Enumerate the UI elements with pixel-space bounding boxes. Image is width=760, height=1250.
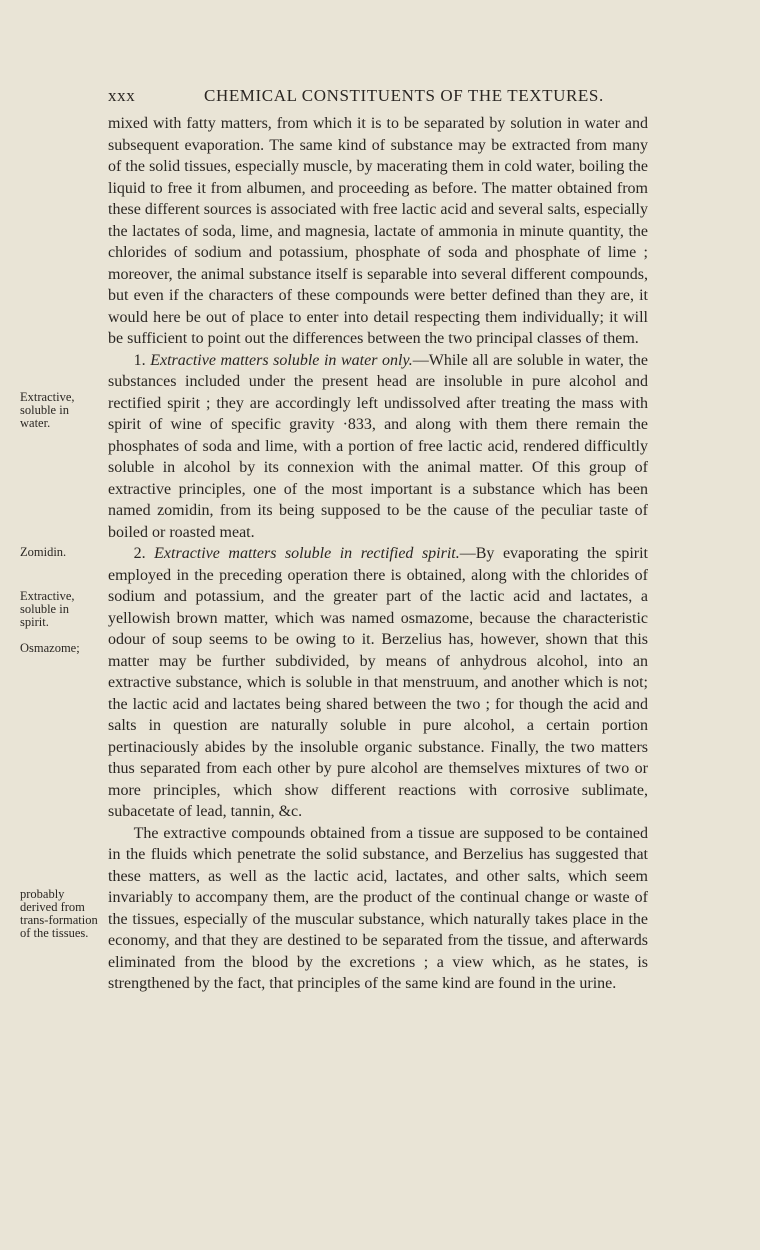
section-heading: Extractive matters soluble in water only. xyxy=(150,351,413,369)
margin-note: Extractive, soluble in water. xyxy=(20,390,75,430)
paragraph-number: 1. xyxy=(133,351,151,369)
margin-note: Osmazome; xyxy=(20,641,80,655)
page-number: xxx xyxy=(108,86,136,105)
paragraph xyxy=(108,543,648,823)
margin-note: Extractive, soluble in spirit. xyxy=(20,589,75,629)
body-text xyxy=(108,113,648,995)
running-title: CHEMICAL CONSTITUENTS OF THE TEXTURES. xyxy=(204,86,604,105)
paragraph-text: —While all are soluble in water, the substances included under the present head are insoluble in pure alcohol and rectified spirit ; they are accordingly left undissolved after treating the mass with spirit of wine of specific gravity ·833, and along with them there remain the phosphates of soda and lime, with a portion of free lactic acid, rendered difficultly soluble in alcohol by its connexion with the animal matter. Of this group of extractive principles, one of the most important is a substance which has been named zomidin, from its being supposed to be the cause of the peculiar taste of boiled or roasted meat. xyxy=(108,351,649,541)
paragraph: mixed with fatty matters, from which it is to be separated by solution in water and subsequent evaporation. The same kind of substance may be extracted from many of the solid tissues, especially muscle, by macerating them in cold water, boiling the liquid to free it from albumen, and proceeding as before. The matter obtained from these different sources is associated with free lactic acid and several salts, especially the lactates of soda, lime, and magnesia, lactate of ammonia in minute quantity, the chlorides of sodium and potassium, phosphate of soda and phosphate of lime ; moreover, the animal substance itself is separable into several different compounds, but even if the characters of these compounds were better defined than they are, it would here be out of place to enter into detail respecting them individually; it will be sufficient to point out the differences between the two principal classes of them. xyxy=(108,115,648,347)
paragraph-text: —By evaporating the spirit employed in the preceding operation there is obtained, along with the chlorides of sodium and potassium, and the greater part of the lactic acid and lactates, a yellowish brown matter, which was named osmazome, because the characteristic odour of soup seems to be owing to it. Berzelius has, however, shown that this matter may be further subdivided, by means of anhydrous alcohol, into an extractive substance, which is soluble in that menstruum, and another which is not; the lactic acid and lactates being shared between the two ; for though the acid and salts in question are naturally soluble in pure alcohol, a certain portion pertinaciously abides by the insoluble organic substance. Finally, the two matters thus separated from each other by pure alcohol are themselves mixtures of two or more principles, which show different reactions with corrosive sublimate, subacetate of lead, tannin, &c. xyxy=(108,545,648,820)
section-heading: Extractive matters soluble in rectified spirit. xyxy=(154,545,460,562)
margin-note: probably derived from trans-formation of the tissues. xyxy=(20,887,98,940)
paragraph: The extractive compounds obtained from a tissue are supposed to be contained in the fluids which penetrate the solid substance, and Berzelius has suggested that these matters, as well as the lactic acid, lactates, and other salts, which seem invariably to accompany them, are the product of the continual change or waste of the tissues, especially of the muscular substance, which naturally takes place in the economy, and that they are destined to be separated from the tissue, and afterwards eliminated from the blood by the excretions ; a view which, as he states, is strengthened by the fact, that principles of the same kind are found in the urine. xyxy=(108,824,648,992)
paragraph xyxy=(108,350,648,544)
margin-note: Zomidin. xyxy=(20,545,67,559)
paragraph-number: 2. xyxy=(133,545,155,562)
